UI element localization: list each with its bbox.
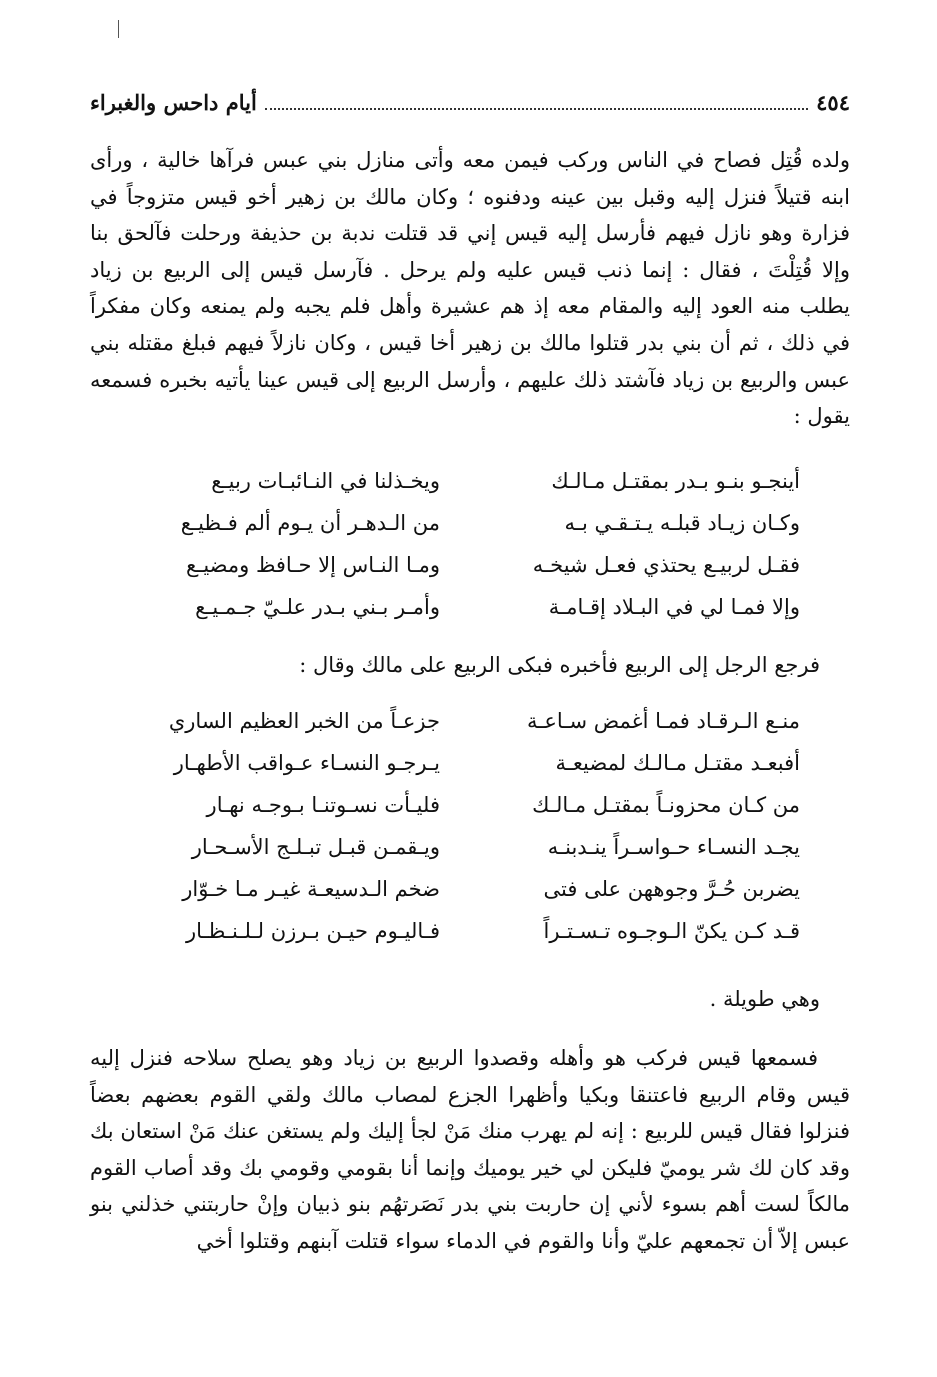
verse-first-hemistich: يضربن حُـرَّ وجوههن على فتى <box>543 877 800 901</box>
margin-mark <box>118 20 119 38</box>
verse-first-hemistich: وإلا فمـا لي في البـلاد إقـامـة <box>548 595 800 619</box>
verse-first-hemistich: فقـل لربيـع يحتذي فعـل شيخـه <box>532 553 800 577</box>
verse-second-hemistich: يـرجـو النسـاء عـواقب الأطهـار <box>173 751 440 775</box>
verse <box>140 586 800 628</box>
verse-second-hemistich: ومـا النـاس إلا حـافظ ومضيـع <box>186 553 440 577</box>
poem-2-intro: فرجع الرجل إلى الربيع فأخبره فبكى الربيع على مالك وقال : <box>299 653 820 677</box>
verse <box>140 700 800 742</box>
verse-second-hemistich: من الـدهـر أن يـوم ألم فـظيـع <box>180 511 440 535</box>
verse-first-hemistich: من كـان محزونـاً بمقتـل مـالـك <box>532 793 800 817</box>
header-dotted-rule <box>265 94 808 110</box>
verse-first-hemistich: منـع الـرقـاد فمـا أغمض سـاعـة <box>526 709 800 733</box>
verse-first-hemistich: وكـان زيـاد قبلـه يـتـقـي بـه <box>564 511 800 535</box>
verse <box>140 544 800 586</box>
verse-second-hemistich: فـاليـوم حيـن بـرزن لـلـنـظـار <box>185 919 440 943</box>
page-number: ٤٥٤ <box>816 89 850 115</box>
verse <box>140 868 800 910</box>
verse-second-hemistich: ضخم الـدسيعـة غيـر مـا خـوّار <box>182 877 440 901</box>
verse <box>140 784 800 826</box>
verse-second-hemistich: وأمـر بـني بـدر علـيّ جـمـيـع <box>195 595 440 619</box>
page-header <box>90 82 850 122</box>
running-title: أيام داحس والغبراء <box>90 89 257 115</box>
verse-first-hemistich: أفبعـد مقتـل مـالـك لمضيعـة <box>555 751 800 775</box>
verse <box>140 502 800 544</box>
verse <box>140 460 800 502</box>
paragraph-1: ولده قُتِل فصاح في الناس وركب فيمن معه وأتى منازل بني عبس فرآها خالية ، ورأى ابنه قتيلاً فنزل إليه وقبل بين عينه ودفنوه ؛ وكان مالك بن زهير أخو قيس متزوجاً في فزارة وهو نازل فيهم فأرسل إليه قيس إني قد قتلت ندبة بن حذيفة ورحلت فآلحق بنا وإلا قُتِلْتَ ، فقال : إنما ذنب قيس عليه ولم يرحل . فآرسل قيس إلى الربيع بن زياد يطلب منه العود إليه والمقام معه إذ هم عشيرة وأهل فلم يجبه ولم يمنعه وكان مفكراً في ذلك ، ثم أن بني بدر قتلوا مالك بن زهير أخا قيس ، وكان نازلاً فيهم فبلغ مقتله بني عبس والربيع بن زياد فآشتد ذلك عليهم ، وأرسل الربيع إلى قيس عينا يأتيه بخبره فسمعه يقول : <box>90 148 851 429</box>
paragraph-2: فسمعها قيس فركب هو وأهله وقصدوا الربيع بن زياد وهو يصلح سلاحه فنزل إليه قيس وقام الربيع فاعتنقا وبكيا وأظهرا الجزع لمصاب مالك ولقي القوم بعضهم بعضاً فنزلوا فقال قيس للربيع : إنه لم يهرب منك مَنْ لجأ إليك ولم يستغن عنك مَنْ استعان بك وقد كان لك شر يوميّ فليكن لي خير يوميك وإنما أنا بقومي وقومي بك وقد أصاب القوم مالكاً لست أهم بسوء لأني إن حاربت بني بدر نَصَرتهُم بنو ذبيان وإنْ حاربتني خذلني بنو عبس إلاّ أن تجمعهم عليّ وأنا والقوم في الدماء سواء قتلت آبنهم وقتلوا أخي <box>90 1046 850 1253</box>
poem-2 <box>140 700 800 952</box>
poem-1 <box>140 460 800 628</box>
poem-2-outro: وهي طويلة . <box>709 987 820 1011</box>
verse-second-hemistich: فليـأت نسـوتنـا بـوجـه نهـار <box>206 793 440 817</box>
verse-second-hemistich: ويخـذلنا في النـائبـات ربيـع <box>211 469 440 493</box>
verse-second-hemistich: جزعـاً من الخبر العظيم الساري <box>168 709 440 733</box>
verse <box>140 910 800 952</box>
verse-second-hemistich: ويـقمـن قبـل تبـلـج الأسـحـار <box>191 835 440 859</box>
verse-first-hemistich: يجـد النسـاء حـواسـراً ينـدبنـه <box>547 835 800 859</box>
verse <box>140 826 800 868</box>
verse-first-hemistich: أينجـو بنـو بـدر بمقتـل مـالـك <box>551 469 800 493</box>
verse <box>140 742 800 784</box>
verse-first-hemistich: قـد كـن يكنّ الـوجـوه تـسـتـراً <box>543 919 800 943</box>
